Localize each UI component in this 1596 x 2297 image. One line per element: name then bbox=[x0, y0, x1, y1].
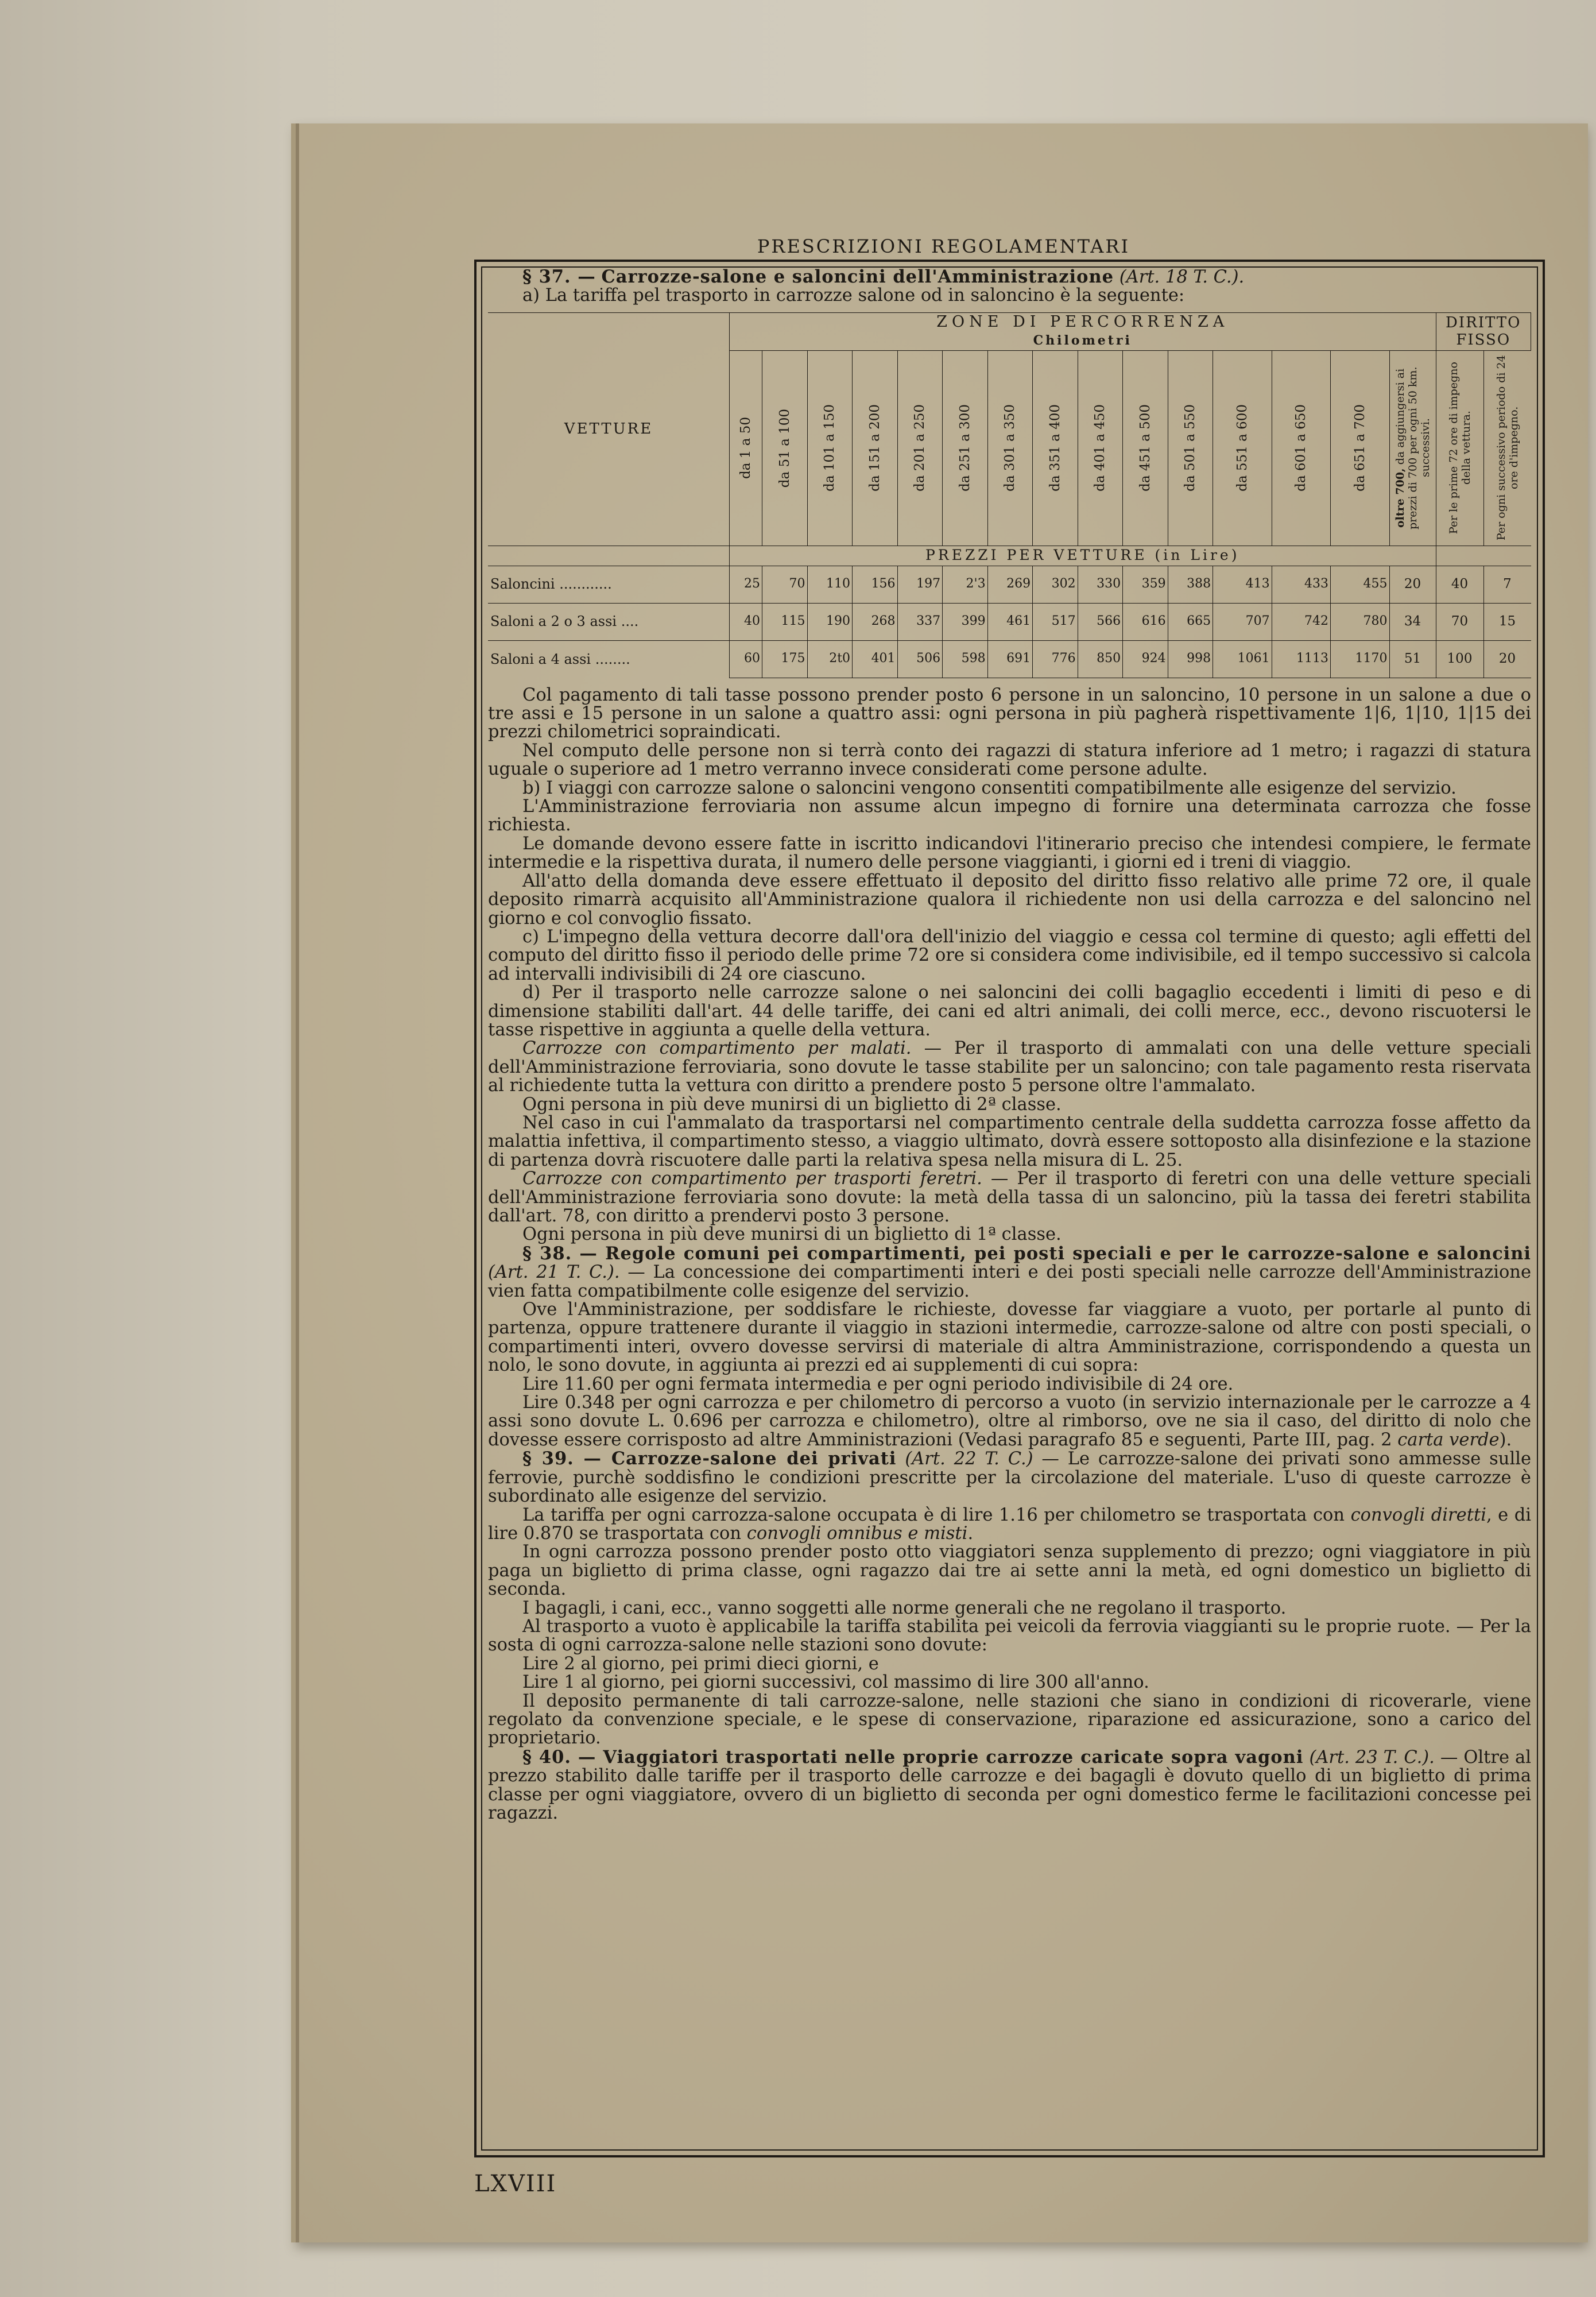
section-40-title: § 40. — Viaggiatori trasportati nelle proprie carrozze caricate sopra vagoni bbox=[522, 1746, 1304, 1768]
paragraph-body: — Per il trasporto di feretri con una delle vetture speciali dell'Amministrazione ferroviaria sono dovute: la metà della tassa di un saloncino, più la tassa dei feretri stabilita dall'art. 78, con diritto a prendervi posto 3 persone. bbox=[488, 1169, 1531, 1226]
zone-label-1: da 1 a 50 bbox=[738, 417, 753, 479]
fisso-prime-cell: 70 bbox=[1436, 603, 1483, 640]
price-cell: 742 bbox=[1272, 603, 1330, 640]
price-cell: 707 bbox=[1213, 603, 1272, 640]
section-38-title: § 38. — Regole comuni pei compartimenti, pei posti speciali e per le carrozze-salone e saloncini bbox=[522, 1243, 1531, 1264]
section-37-heading bbox=[488, 268, 1531, 287]
text-frame bbox=[474, 260, 1545, 2157]
oltre-label-bold: oltre 700, bbox=[1393, 468, 1407, 528]
price-cell: 598 bbox=[943, 640, 988, 678]
price-cell: 461 bbox=[987, 603, 1033, 640]
zone-label-5: da 201 a 250 bbox=[912, 404, 928, 492]
price-cell: 70 bbox=[762, 566, 808, 603]
zone-label-14: da 651 a 700 bbox=[1352, 404, 1368, 492]
price-cell: 330 bbox=[1078, 566, 1123, 603]
fisso-succ-cell: 20 bbox=[1483, 640, 1531, 678]
price-cell: 506 bbox=[897, 640, 943, 678]
paragraph-lead: Carrozze con compartimento per trasporti feretri. bbox=[522, 1169, 982, 1189]
paragraph: Ove l'Amministrazione, per soddisfare le richieste, dovesse far viaggiare a vuoto, per portarle al punto di partenza, oppure trattenere durante il viaggio in stazioni intermedie, carrozze-salone od altre con posti speciali, o compartimenti interi, ovvero dovesse servirsi di materiale di altra Amministrazione, corrispondendo a questa un nolo, le sono dovute, in aggiunta ai prezzi ed ai supplementi di cui sopra: bbox=[488, 1300, 1531, 1376]
fisso-prime-label: Per le prime 72 ore di impegno della vettura. bbox=[1447, 362, 1473, 535]
paragraph: In ogni carrozza possono prender posto otto viaggiatori senza supplemento di prezzo; ogni viaggiatore in più paga un biglietto di prima classe, ogni ragazzo dai tre ai sette anni la metà, ed ogni domestico un biglietto di seconda. bbox=[488, 1542, 1531, 1600]
price-cell: 115 bbox=[762, 603, 808, 640]
price-cell: 780 bbox=[1330, 603, 1389, 640]
zone-label-8: da 351 a 400 bbox=[1047, 404, 1063, 492]
paragraph: Il deposito permanente di tali carrozze-salone, nelle stazioni che siano in condizioni di ricoverarle, viene regolato da convenzione speciale, e le spese di conservazione, riparazione ed assicurazione, sono a carico del proprietario. bbox=[488, 1691, 1531, 1749]
zone-label-3: da 101 a 150 bbox=[822, 404, 838, 492]
paragraph: Lire 1 al giorno, pei giorni successivi, col massimo di lire 300 all'anno. bbox=[522, 1672, 1149, 1693]
zone-col-8 bbox=[1033, 350, 1078, 546]
paragraph bbox=[488, 1039, 1531, 1095]
price-cell: 190 bbox=[807, 603, 853, 640]
section-40-ref: (Art. 23 T. C.). bbox=[1309, 1747, 1435, 1768]
price-cell: 1113 bbox=[1272, 640, 1330, 678]
paragraph-body: . bbox=[967, 1523, 974, 1544]
price-cell: 269 bbox=[987, 566, 1033, 603]
zone-col-9 bbox=[1078, 350, 1123, 546]
price-cell: 197 bbox=[897, 566, 943, 603]
paragraph: d) Per il trasporto nelle carrozze salone o nei saloncini dei colli bagaglio eccedenti i limiti di peso e di dimensione stabiliti dall'art. 44 delle tariffe, dei cani ed altri animali, dei colli merce, ecc., devono riscuotersi le tasse rispettive in aggiunta a quelle della vettura. bbox=[488, 983, 1531, 1040]
paragraph-italic: convogli diretti bbox=[1350, 1505, 1486, 1525]
zone-col-11 bbox=[1168, 350, 1213, 546]
fisso-succ-cell: 15 bbox=[1483, 603, 1531, 640]
price-cell: 433 bbox=[1272, 566, 1330, 603]
paragraph bbox=[488, 1170, 1531, 1225]
prezzi-blank bbox=[1436, 546, 1531, 566]
price-cell: 517 bbox=[1033, 603, 1078, 640]
row-label: Saloni a 4 assi ........ bbox=[488, 640, 730, 678]
paragraph: L'Amministrazione ferroviaria non assume alcun impegno di fornire una determinata carrozza che fosse richiesta. bbox=[488, 796, 1531, 836]
row-label: Saloni a 2 o 3 assi .... bbox=[488, 603, 730, 640]
zone-col-6 bbox=[943, 350, 988, 546]
blank-cell bbox=[488, 546, 730, 566]
paragraph: Nel caso in cui l'ammalato da trasportarsi nel compartimento centrale della suddetta carrozza fosse affetto da malattia infettiva, il compartimento stesso, a viaggio ultimato, dovrà essere sottoposto alla disinfezione e la stazione di partenza dovrà riscuotere dalle parti la relativa spesa nella misura di L. 25. bbox=[488, 1112, 1531, 1170]
price-cell: 401 bbox=[853, 640, 898, 678]
paragraph bbox=[488, 1506, 1531, 1544]
paragraph: Col pagamento di tali tasse possono prender posto 6 persone in un saloncino, 10 persone in un salone a due o tre assi e 15 persone in un salone a quattro assi: ogni persona in più pagherà rispettivamente 1|6, 1|10, 1|15 dei prezzi chilometrici sopraindicati. bbox=[488, 685, 1531, 743]
table-row bbox=[488, 566, 1531, 603]
paragraph-italic: carta verde bbox=[1397, 1429, 1500, 1450]
fisso-prime-cell: 100 bbox=[1436, 640, 1483, 678]
diritto-header: DIRITTO FISSO bbox=[1446, 314, 1521, 349]
km-header: Chilometri bbox=[1033, 333, 1132, 349]
fisso-prime-cell: 40 bbox=[1436, 566, 1483, 603]
prezzi-header-cell bbox=[730, 546, 1436, 566]
section-39-title: § 39. — Carrozze-salone dei privati bbox=[522, 1448, 897, 1470]
paragraph-body: La tariffa per ogni carrozza-salone occupata è di lire 1.16 per chilometro se trasportata con bbox=[522, 1505, 1351, 1525]
fisso-succ-col bbox=[1483, 350, 1531, 546]
section-37-intro: a) La tariffa pel trasporto in carrozze salone od in saloncino è la seguente: bbox=[522, 285, 1185, 306]
paragraph: Lire 2 al giorno, pei primi dieci giorni, e bbox=[522, 1653, 879, 1674]
paragraph-body: , e di lire 0.870 se trasportata con bbox=[488, 1505, 1532, 1544]
section-39-ref: (Art. 22 T. C.) bbox=[905, 1449, 1033, 1470]
paragraph-body: Lire 0.348 per ogni carrozza e per chilometro di percorso a vuoto (in servizio internazionale per le carrozze a 4 assi sono dovute L. 0.696 per carrozza e chilometro), oltre al rimborso, ove ne sia il caso, del diritto di nolo che dovesse essere corrisposto ad altre Amministrazioni (Vedasi paragrafo 85 e seguenti, Parte III, pag. 2 bbox=[488, 1393, 1531, 1450]
zone-label-4: da 151 a 200 bbox=[867, 404, 882, 492]
tariff-table bbox=[488, 312, 1531, 678]
price-cell: 998 bbox=[1168, 640, 1213, 678]
paragraph-lead: Carrozze con compartimento per malati. bbox=[522, 1038, 912, 1059]
paragraph-body: ). bbox=[1499, 1429, 1512, 1450]
oltre-cell: 51 bbox=[1389, 640, 1436, 678]
zone-label-12: da 551 a 600 bbox=[1234, 404, 1250, 492]
section-38 bbox=[488, 1244, 1531, 1301]
section-37-number: § 37. — bbox=[522, 266, 596, 287]
price-cell: 566 bbox=[1078, 603, 1123, 640]
section-37-title: Carrozze-salone e saloncini dell'Amministrazione bbox=[601, 266, 1114, 287]
section-38-text: — La concessione dei compartimenti interi e dei posti speciali nelle carrozze dell'Amministrazione vien fatta compatibilmente colle esigenze del servizio. bbox=[488, 1262, 1532, 1301]
zone-header: ZONE DI PERCORRENZA bbox=[936, 312, 1229, 331]
oltre-label bbox=[1394, 353, 1432, 543]
row-label: Saloncini ............ bbox=[488, 566, 730, 603]
price-cell: 156 bbox=[853, 566, 898, 603]
price-cell: 924 bbox=[1123, 640, 1168, 678]
zone-col-2 bbox=[762, 350, 808, 546]
section-39-text: — Le carrozze-salone dei privati sono ammesse sulle ferrovie, purchè soddisfino le condizioni prescritte per la circolazione del materiale. L'uso di queste carrozze è subordinato alle esigenze del servizio. bbox=[488, 1449, 1532, 1507]
prezzi-header: PREZZI PER VETTURE (in Lire) bbox=[925, 546, 1240, 563]
paragraph: Al trasporto a vuoto è applicabile la tariffa stabilita pei veicoli da ferrovia viaggianti su le proprie ruote. — Per la sosta di ogni carrozza-salone nelle stazioni sono dovute: bbox=[488, 1616, 1531, 1656]
zone-label-9: da 401 a 450 bbox=[1093, 404, 1108, 492]
price-cell: 60 bbox=[730, 640, 762, 678]
zone-label-13: da 601 a 650 bbox=[1293, 404, 1309, 492]
section-39 bbox=[488, 1449, 1531, 1506]
paragraph-body: — Per il trasporto di ammalati con una delle vetture speciali dell'Amministrazione ferroviaria, sono dovute le tasse stabilite per un saloncino; con tale pagamento resta riservata al richiedente tutta la vettura con diritto a prendere posto 5 persone oltre l'ammalato. bbox=[488, 1038, 1531, 1096]
price-cell: 399 bbox=[943, 603, 988, 640]
running-title: PRESCRIZIONI REGOLAMENTARI bbox=[757, 235, 1130, 257]
paragraph: Ogni persona in più deve munirsi di un biglietto di 2ª classe. bbox=[522, 1094, 1062, 1115]
price-cell: 268 bbox=[853, 603, 898, 640]
zone-header-cell bbox=[730, 312, 1436, 350]
zone-col-3 bbox=[807, 350, 853, 546]
vetture-header: VETTURE bbox=[564, 420, 653, 438]
book-page bbox=[296, 123, 1588, 2242]
zone-col-7 bbox=[987, 350, 1033, 546]
zone-label-11: da 501 a 550 bbox=[1183, 404, 1198, 492]
oltre-cell: 20 bbox=[1389, 566, 1436, 603]
paragraph bbox=[488, 1394, 1531, 1449]
section-38-ref: (Art. 21 T. C.). bbox=[488, 1262, 620, 1283]
fisso-succ-label: Per ogni successivo periodo di 24 ore d'impegno. bbox=[1494, 355, 1520, 541]
fisso-succ-cell: 7 bbox=[1483, 566, 1531, 603]
price-cell: 1170 bbox=[1330, 640, 1389, 678]
zone-label-2: da 51 a 100 bbox=[777, 408, 792, 488]
price-cell: 691 bbox=[987, 640, 1033, 678]
price-cell: 175 bbox=[762, 640, 808, 678]
oltre-cell: 34 bbox=[1389, 603, 1436, 640]
price-cell: 2'3 bbox=[943, 566, 988, 603]
section-37-ref: (Art. 18 T. C.). bbox=[1119, 267, 1245, 287]
price-cell: 337 bbox=[897, 603, 943, 640]
price-cell: 359 bbox=[1123, 566, 1168, 603]
table-row bbox=[488, 603, 1531, 640]
zone-col-13 bbox=[1272, 350, 1330, 546]
price-cell: 616 bbox=[1123, 603, 1168, 640]
zone-col-12 bbox=[1213, 350, 1272, 546]
price-cell: 25 bbox=[730, 566, 762, 603]
vetture-header-cell bbox=[488, 312, 730, 546]
zone-col-10 bbox=[1123, 350, 1168, 546]
zone-col-5 bbox=[897, 350, 943, 546]
diritto-header-cell bbox=[1436, 312, 1531, 350]
page-number: LXVIII bbox=[474, 2171, 557, 2197]
table-row bbox=[488, 640, 1531, 678]
price-cell: 850 bbox=[1078, 640, 1123, 678]
paragraph: Ogni persona in più deve munirsi di un biglietto di 1ª classe. bbox=[522, 1224, 1062, 1245]
paragraph: b) I viaggi con carrozze salone o saloncini vengono consentiti compatibilmente alle esigenze del servizio. bbox=[522, 778, 1456, 798]
zone-label-7: da 301 a 350 bbox=[1002, 404, 1018, 492]
zone-label-10: da 451 a 500 bbox=[1137, 404, 1153, 492]
paragraph: All'atto della domanda deve essere effettuato il deposito del diritto fisso relativo alle prime 72 ore, il quale deposito rimarrà acquisito all'Amministrazione qualora il richiedente non usi della carrozza e del saloncino nel giorno e col convoglio fissato. bbox=[488, 871, 1531, 929]
page-content bbox=[488, 268, 1531, 1823]
price-cell: 40 bbox=[730, 603, 762, 640]
price-cell: 302 bbox=[1033, 566, 1078, 603]
zone-col-14 bbox=[1330, 350, 1389, 546]
paragraph: c) L'impegno della vettura decorre dall'ora dell'inizio del viaggio e cessa col termine di questo; agli effetti del computo del diritto fisso il periodo delle prime 72 ore si considera come indivisibile, ed il tempo successivo si calcola ad intervalli indivisibili di 24 ore ciascuno. bbox=[488, 926, 1531, 984]
price-cell: 2t0 bbox=[807, 640, 853, 678]
price-cell: 665 bbox=[1168, 603, 1213, 640]
price-cell: 388 bbox=[1168, 566, 1213, 603]
paragraph: Nel computo delle persone non si terrà conto dei ragazzi di statura inferiore ad 1 metro; i ragazzi di statura uguale o superiore ad 1 metro verranno invece considerati come persone adulte. bbox=[488, 740, 1531, 780]
zone-label-6: da 251 a 300 bbox=[957, 404, 973, 492]
section-40-text: — Oltre al prezzo stabilito dalle tariffe per il trasporto delle carrozze e dei bagagli è dovuto quello di un biglietto di prima classe per ogni viaggiatore, ovvero di un biglietto di seconda per ogni domestico ferme le facilitazioni concesse pei ragazzi. bbox=[488, 1747, 1531, 1823]
section-40 bbox=[488, 1748, 1531, 1823]
oltre-label-rest: da aggiungersi ai prezzi di 700 per ogni 50 km. successivi. bbox=[1393, 366, 1432, 529]
fisso-prime-col bbox=[1436, 350, 1483, 546]
zone-col-1 bbox=[730, 350, 762, 546]
price-cell: 455 bbox=[1330, 566, 1389, 603]
price-cell: 776 bbox=[1033, 640, 1078, 678]
price-cell: 1061 bbox=[1213, 640, 1272, 678]
paragraph: Le domande devono essere fatte in iscritto indicandovi l'itinerario preciso che intendesi compiere, le fermate intermedie e la rispettiva durata, il numero delle persone viaggianti, i giorni ed i treni di viaggio. bbox=[488, 833, 1531, 873]
paragraph: Lire 11.60 per ogni fermata intermedia e per ogni periodo indivisibile di 24 ore. bbox=[522, 1374, 1234, 1394]
price-cell: 413 bbox=[1213, 566, 1272, 603]
price-cell: 110 bbox=[807, 566, 853, 603]
zone-col-4 bbox=[853, 350, 898, 546]
paragraph-italic: convogli omnibus e misti bbox=[746, 1523, 968, 1544]
paragraph: I bagagli, i cani, ecc., vanno soggetti alle norme generali che ne regolano il trasporto. bbox=[522, 1598, 1287, 1618]
oltre-col bbox=[1389, 350, 1436, 546]
